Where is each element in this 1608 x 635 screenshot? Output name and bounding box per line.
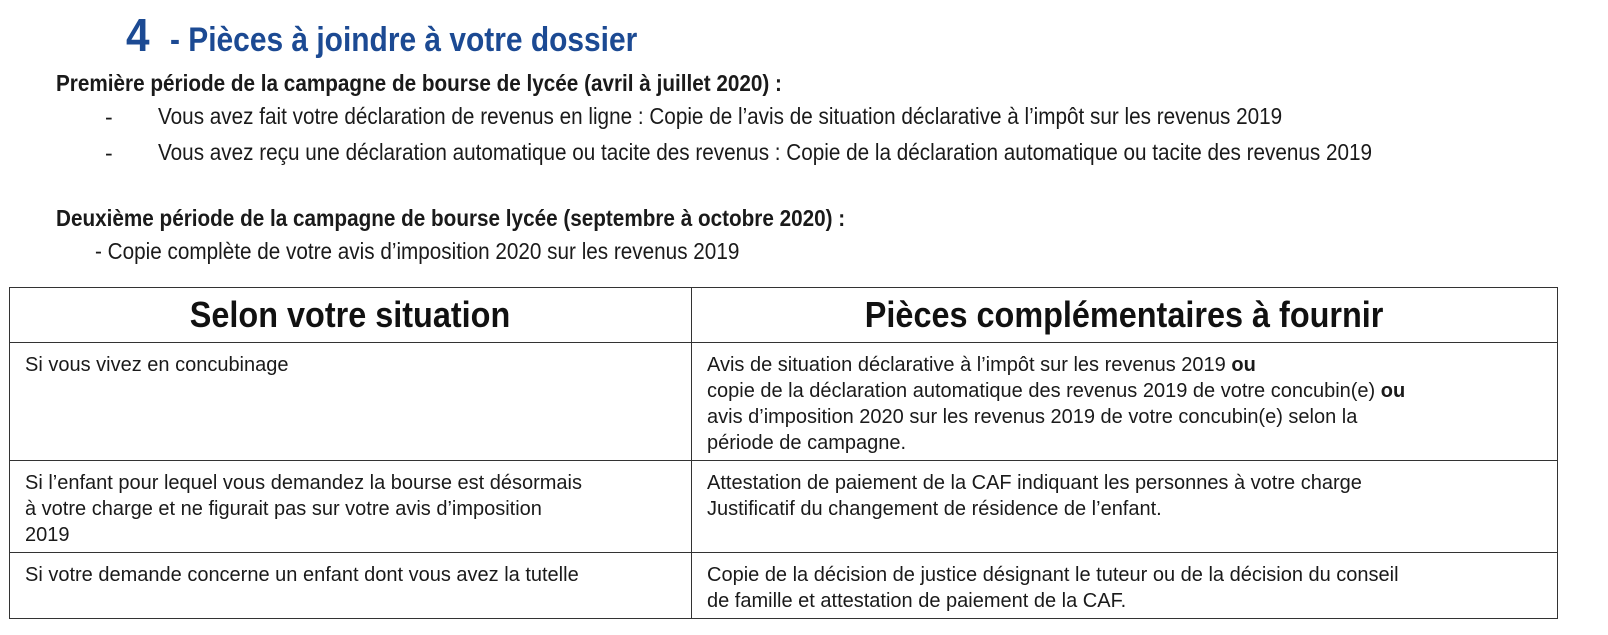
table-row xyxy=(10,553,1558,619)
period2-title: Deuxième période de la campagne de bourse lycée (septembre à octobre 2020) : xyxy=(56,205,846,231)
period1-bullet-2: Vous avez reçu une déclaration automatique ou tacite des revenus : Copie de la déclaration automatique ou tacite des revenus 2019 xyxy=(158,139,1373,165)
situation-cell: Si votre demande concerne un enfant dont vous avez la tutelle xyxy=(10,553,692,619)
header-situation: Selon votre situation xyxy=(10,288,692,343)
section-number: 4 xyxy=(126,9,150,61)
period1-title: Première période de la campagne de bourse de lycée (avril à juillet 2020) : xyxy=(56,70,782,96)
pieces-cell: Avis de situation déclarative à l’impôt sur les revenus 2019 ou copie de la déclaration automatique des revenus 2019 de votre concubin(e) ou avis d’imposition 2020 sur les revenus 2019 de votre concubin(e) selon la période de campagne. xyxy=(692,343,1558,461)
table-header-row xyxy=(10,288,1558,343)
section-heading xyxy=(126,8,701,64)
situation-cell: Si l’enfant pour lequel vous demandez la bourse est désormais à votre charge et ne figurait pas sur votre avis d’imposition 2019 xyxy=(10,461,692,553)
section-title: - Pièces à joindre à votre dossier xyxy=(169,21,637,59)
table-row xyxy=(10,343,1558,461)
period1-bullet-1-dash: - xyxy=(105,104,113,130)
documents-table xyxy=(9,287,1558,619)
header-pieces: Pièces complémentaires à fournir xyxy=(692,288,1558,343)
pieces-cell: Attestation de paiement de la CAF indiquant les personnes à votre charge Justificatif du changement de résidence de l’enfant. xyxy=(692,461,1558,553)
period2-line: - Copie complète de votre avis d’imposition 2020 sur les revenus 2019 xyxy=(95,238,740,264)
period1-bullet-1: Vous avez fait votre déclaration de revenus en ligne : Copie de l’avis de situation déclarative à l’impôt sur les revenus 2019 xyxy=(158,103,1283,129)
period1-bullet-2-dash: - xyxy=(105,140,113,166)
situation-cell: Si vous vivez en concubinage xyxy=(10,343,692,461)
pieces-cell: Copie de la décision de justice désignant le tuteur ou de la décision du conseil de famille et attestation de paiement de la CAF. xyxy=(692,553,1558,619)
table-row xyxy=(10,461,1558,553)
